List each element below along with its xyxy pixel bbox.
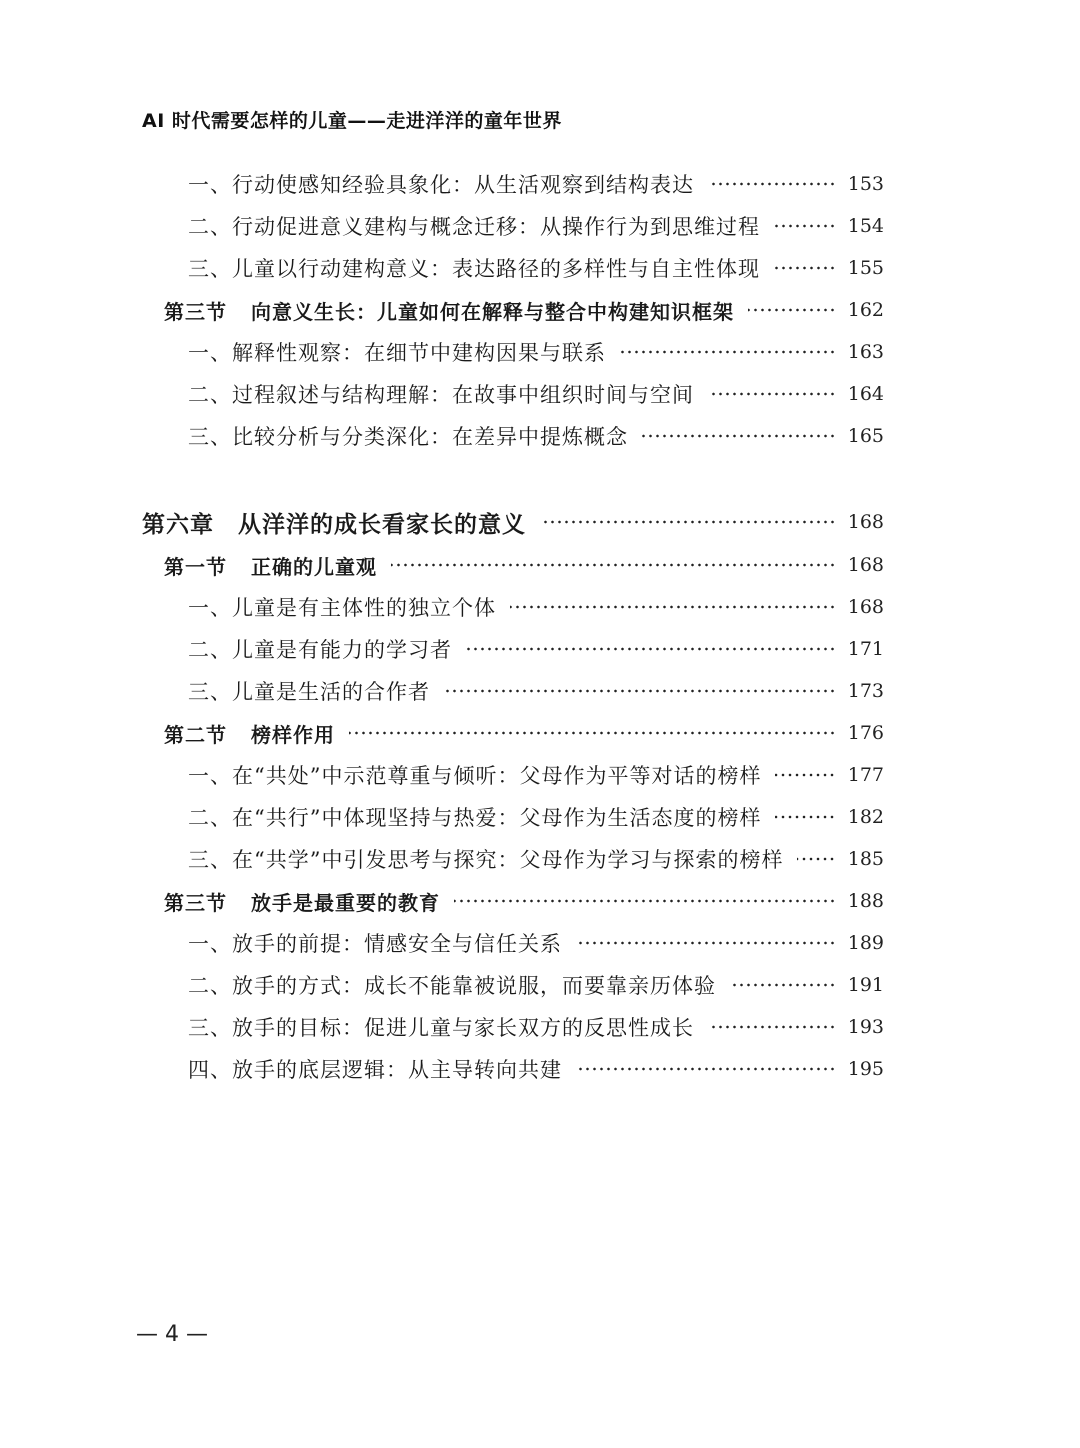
toc-page-number: 155 xyxy=(847,257,884,279)
toc-entry-label xyxy=(164,719,335,748)
toc-chapter-entry[interactable] xyxy=(142,507,884,537)
toc-entry-label xyxy=(164,887,440,916)
toc-page-number: 189 xyxy=(847,932,884,954)
toc-entry-label: 三、儿童是生活的合作者 xyxy=(188,680,430,704)
toc-entry[interactable] xyxy=(188,1054,884,1084)
toc-page-number: 168 xyxy=(847,596,884,618)
toc-entry-label: 三、比较分析与分类深化：在差异中提炼概念 xyxy=(188,425,628,449)
toc-entry[interactable] xyxy=(188,802,884,832)
toc-entry[interactable] xyxy=(188,676,884,706)
toc-dot-leader xyxy=(642,421,836,451)
toc-dot-leader xyxy=(708,379,836,409)
toc-entry-label: 二、过程叙述与结构理解：在故事中组织时间与空间 xyxy=(188,383,694,407)
toc-dot-leader xyxy=(540,507,836,537)
toc-entry-label: 四、放手的底层逻辑：从主导转向共建 xyxy=(188,1058,562,1082)
toc-entry[interactable] xyxy=(188,844,884,874)
toc-dot-leader xyxy=(775,760,836,790)
toc-page-number: 168 xyxy=(847,554,884,576)
toc-page-number: 165 xyxy=(847,425,884,447)
toc-page-number: 191 xyxy=(847,974,884,996)
toc-entry-label: 一、行动使感知经验具象化：从生活观察到结构表达 xyxy=(188,173,694,197)
toc-page-number: 164 xyxy=(847,383,884,405)
toc-dot-leader xyxy=(748,295,836,325)
toc-page-number: 163 xyxy=(847,341,884,363)
toc-entry-label: 三、放手的目标：促进儿童与家长双方的反思性成长 xyxy=(188,1016,694,1040)
toc-page-number: 153 xyxy=(847,173,884,195)
toc-section-entry[interactable] xyxy=(164,718,884,748)
toc-dot-leader xyxy=(708,169,836,199)
toc-dot-leader xyxy=(774,211,836,241)
toc-section-entry[interactable] xyxy=(164,295,884,325)
toc-entry[interactable] xyxy=(188,337,884,367)
toc-dot-leader xyxy=(620,337,836,367)
section-number: 第二节 xyxy=(164,722,227,747)
toc-section-entry[interactable] xyxy=(164,886,884,916)
toc-dot-leader xyxy=(349,718,836,748)
toc-entry-label xyxy=(164,296,734,325)
toc-entry-label: 三、儿童以行动建构意义：表达路径的多样性与自主性体现 xyxy=(188,257,760,281)
toc-entry[interactable] xyxy=(188,592,884,622)
toc-entry-label: 二、儿童是有能力的学习者 xyxy=(188,638,452,662)
toc-page-number: 182 xyxy=(847,806,884,828)
toc-page-number: 177 xyxy=(847,764,884,786)
toc-entry[interactable] xyxy=(188,634,884,664)
toc-entry[interactable] xyxy=(188,421,884,451)
section-number: 第一节 xyxy=(164,554,227,579)
toc-dot-leader xyxy=(454,886,836,916)
running-header: AI 时代需要怎样的儿童——走进洋洋的童年世界 xyxy=(142,110,562,132)
toc-entry[interactable] xyxy=(188,211,884,241)
toc-section-entry[interactable] xyxy=(164,550,884,580)
toc-dot-leader xyxy=(391,550,836,580)
toc-entry[interactable] xyxy=(188,169,884,199)
section-title: 放手是最重要的教育 xyxy=(251,890,440,915)
toc-entry[interactable] xyxy=(188,760,884,790)
toc-entry-label: 一、解释性观察：在细节中建构因果与联系 xyxy=(188,341,606,365)
toc-entry[interactable] xyxy=(188,253,884,283)
toc-entry-label: 一、在“共处”中示范尊重与倾听：父母作为平等对话的榜样 xyxy=(188,764,762,788)
toc-dot-leader xyxy=(444,676,836,706)
toc-page-number: 195 xyxy=(847,1058,884,1080)
toc-entry[interactable] xyxy=(188,970,884,1000)
section-number: 第三节 xyxy=(164,299,227,324)
chapter-number: 第六章 xyxy=(142,511,214,538)
section-title: 向意义生长：儿童如何在解释与整合中构建知识框架 xyxy=(251,299,734,324)
toc-page-number: 171 xyxy=(847,638,884,660)
toc-entry[interactable] xyxy=(188,1012,884,1042)
toc-dot-leader xyxy=(775,802,836,832)
toc-entry-label: 一、儿童是有主体性的独立个体 xyxy=(188,596,496,620)
toc-page-number: 162 xyxy=(847,299,884,321)
section-title: 正确的儿童观 xyxy=(251,554,377,579)
toc-dot-leader xyxy=(797,844,836,874)
toc-page-number: 185 xyxy=(847,848,884,870)
toc-entry-label: 三、在“共学”中引发思考与探究：父母作为学习与探索的榜样 xyxy=(188,848,784,872)
toc-dot-leader xyxy=(510,592,836,622)
toc-entry-label: 二、放手的方式：成长不能靠被说服，而要靠亲历体验 xyxy=(188,974,716,998)
toc-dot-leader xyxy=(576,1054,836,1084)
toc-dot-leader xyxy=(576,928,836,958)
toc-entry-label: 二、在“共行”中体现坚持与热爱：父母作为生活态度的榜样 xyxy=(188,806,762,830)
toc-page-number: 173 xyxy=(847,680,884,702)
toc-page-number: 193 xyxy=(847,1016,884,1038)
section-number: 第三节 xyxy=(164,890,227,915)
toc-page-number: 154 xyxy=(847,215,884,237)
toc-entry-label xyxy=(142,506,526,539)
toc-entry-label xyxy=(164,551,377,580)
toc-dot-leader xyxy=(774,253,836,283)
toc-page-number: 176 xyxy=(847,722,884,744)
toc-dot-leader xyxy=(466,634,836,664)
toc-entry[interactable] xyxy=(188,928,884,958)
toc-entry-label: 一、放手的前提：情感安全与信任关系 xyxy=(188,932,562,956)
page-number-footer: — 4 — xyxy=(136,1322,208,1347)
section-title: 榜样作用 xyxy=(251,722,335,747)
toc-dot-leader xyxy=(730,970,836,1000)
toc-dot-leader xyxy=(708,1012,836,1042)
toc-page-number: 168 xyxy=(847,511,884,533)
toc-page-number: 188 xyxy=(847,890,884,912)
chapter-title: 从洋洋的成长看家长的意义 xyxy=(238,511,526,538)
toc-entry[interactable] xyxy=(188,379,884,409)
toc-entry-label: 二、行动促进意义建构与概念迁移：从操作行为到思维过程 xyxy=(188,215,760,239)
